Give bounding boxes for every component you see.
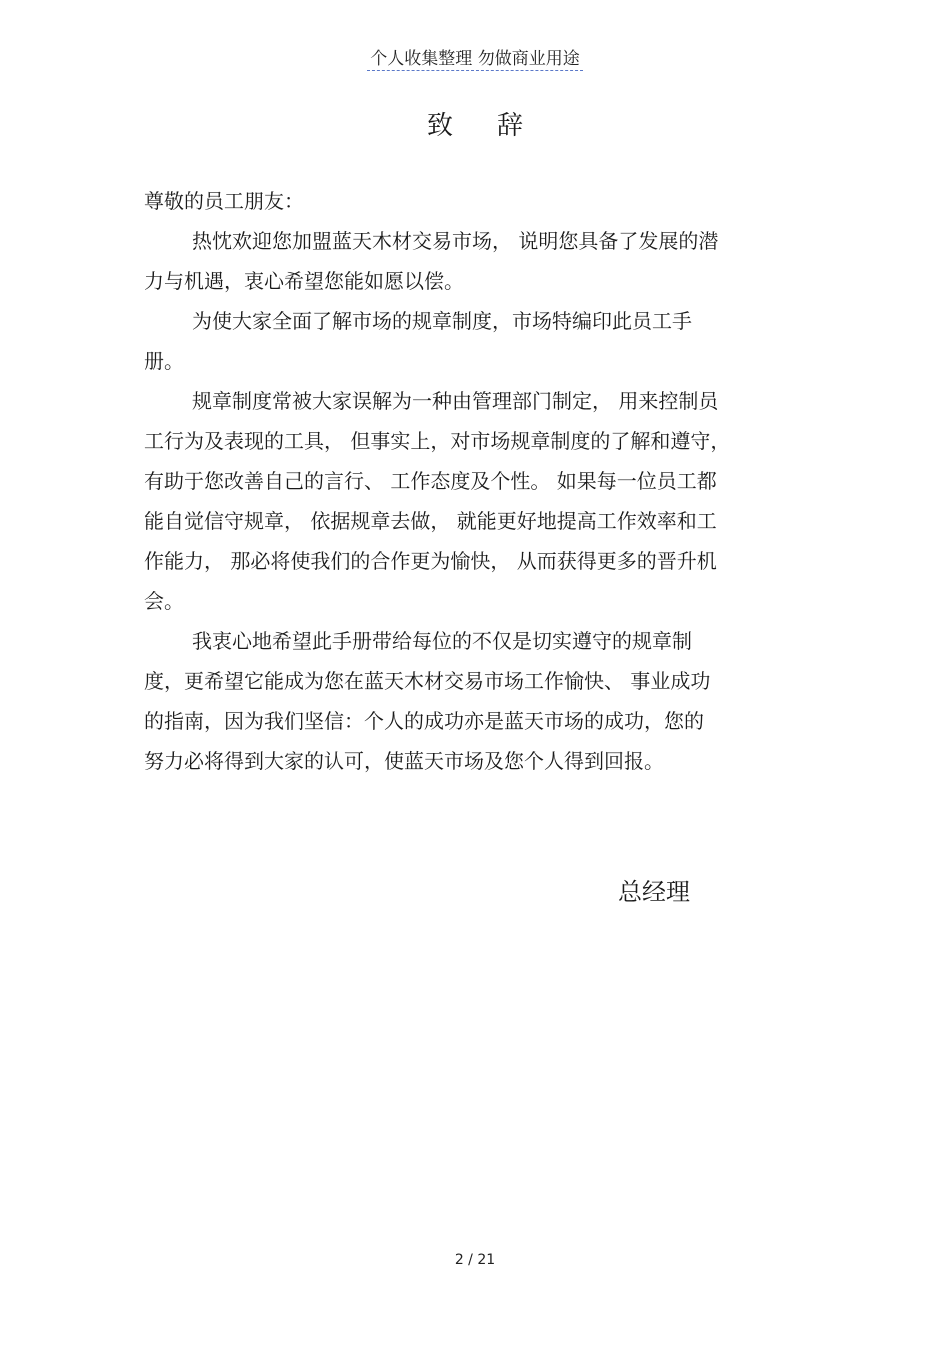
page-number: 2 / 21 — [454, 1252, 496, 1268]
paragraph-line: 努力必将得到大家的认可，使蓝天市场及您个人得到回报。 — [144, 749, 664, 773]
paragraph-line: 度，更希望它能成为您在蓝天木材交易市场工作愉快、 事业成功 — [144, 669, 711, 693]
paragraph-line: 有助于您改善自己的言行、 工作态度及个性。 如果每一位员工都 — [144, 469, 717, 493]
paragraph-line: 会。 — [144, 589, 184, 613]
paragraph-line: 册。 — [144, 349, 184, 373]
signature: 总经理 — [618, 878, 690, 906]
paragraph-line: 我衷心地希望此手册带给每位的不仅是切实遵守的规章制 — [192, 629, 692, 653]
paragraph-line: 规章制度常被大家误解为一种由管理部门制定， 用来控制员 — [192, 389, 719, 413]
paragraph-line: 为使大家全面了解市场的规章制度，市场特编印此员工手 — [192, 309, 692, 333]
paragraph-line: 力与机遇，衷心希望您能如愿以偿。 — [144, 269, 464, 293]
salutation: 尊敬的员工朋友： — [144, 189, 304, 213]
paragraph-line: 作能力， 那必将使我们的合作更为愉快， 从而获得更多的晋升机 — [144, 549, 717, 573]
paragraph-line: 的指南，因为我们坚信：个人的成功亦是蓝天市场的成功，您的 — [144, 709, 704, 733]
paragraph-line: 能自觉信守规章， 依据规章去做， 就能更好地提高工作效率和工 — [144, 509, 717, 533]
paragraph-line: 热忱欢迎您加盟蓝天木材交易市场， 说明您具备了发展的潜 — [192, 229, 719, 253]
paragraph-line: 工行为及表现的工具， 但事实上，对市场规章制度的了解和遵守， — [144, 429, 731, 453]
header-note-text: 个人收集整理 勿做商业用途 — [367, 49, 582, 71]
header-note — [0, 47, 950, 71]
page-title: 致辞 — [426, 111, 567, 141]
